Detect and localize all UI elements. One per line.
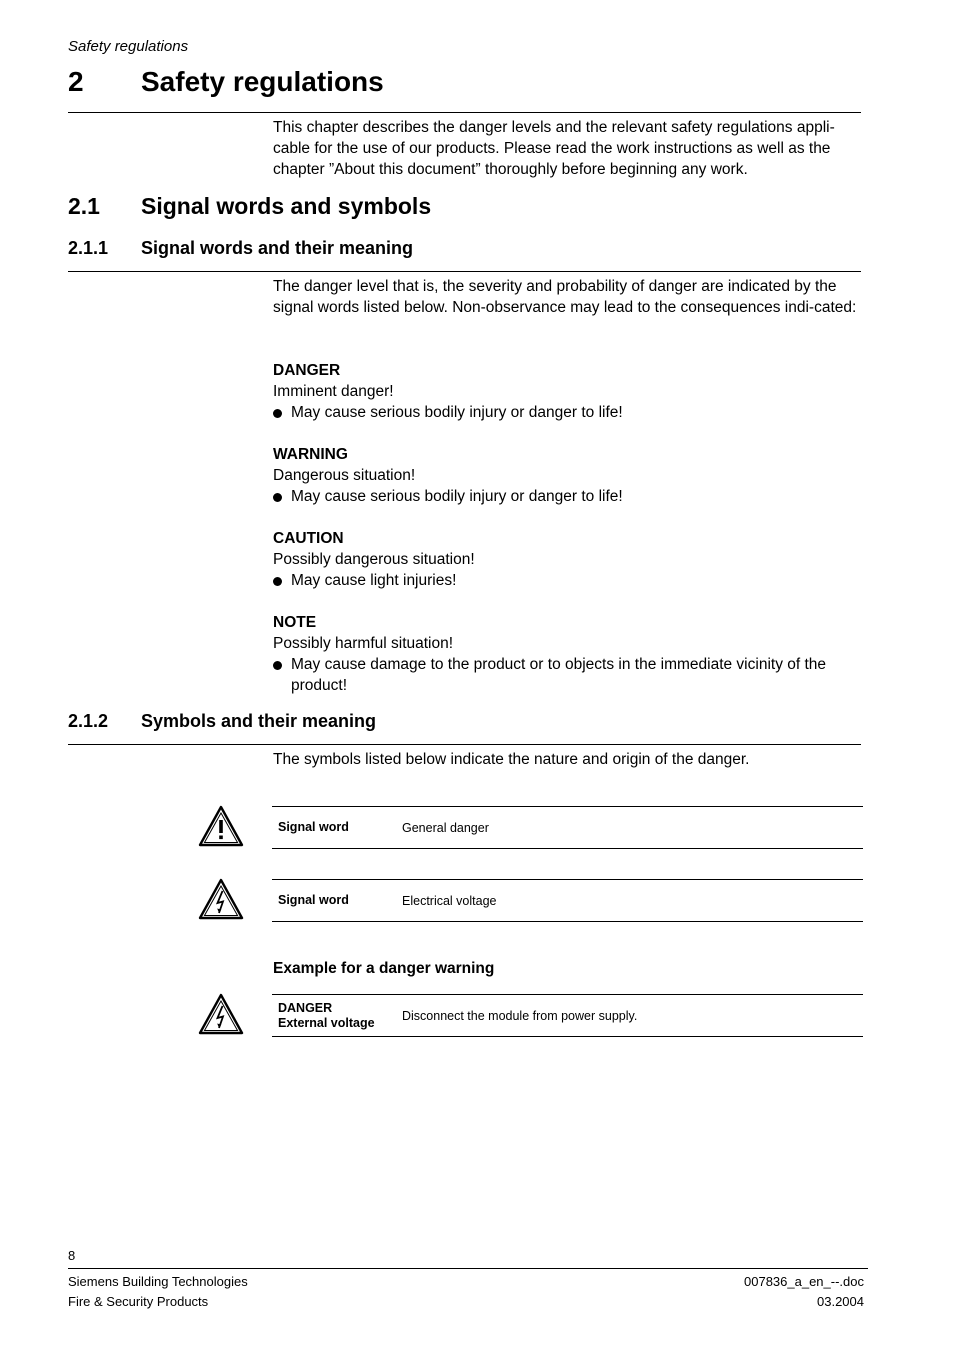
running-header: Safety regulations [68,38,189,55]
symbol-label: Signal word [278,820,349,834]
general-danger-icon [197,805,245,847]
example-instruction: Disconnect the module from power supply. [402,1008,638,1023]
chapter-title: Safety regulations [141,66,384,97]
footer-left [68,1272,248,1312]
footer-rule [68,1268,868,1269]
symbols-intro-text: The symbols listed below indicate the nature and origin of the danger. [273,751,750,768]
symbol-meaning: General danger [402,820,489,835]
section-2-1-2-rule [68,744,861,745]
chapter-rule [68,112,861,113]
signal-word-consequence [273,402,863,423]
signal-word-label: NOTE [273,614,317,631]
example-signal-subject: External voltage [278,1015,375,1030]
bullet-icon [273,493,282,502]
signal-words-intro [273,276,863,318]
signal-word-meaning: Imminent danger! [273,383,394,400]
signal-word-label: WARNING [273,446,348,463]
signal-word-label: DANGER [273,362,341,379]
footer-document: 007836_a_en_--.doc [744,1274,864,1289]
electrical-voltage-icon [197,993,245,1035]
signal-word-consequence [273,570,863,591]
example-signal [278,995,375,1036]
example-signal-word: DANGER [278,1000,333,1015]
symbol-label: Signal word [278,893,349,907]
signal-word-consequence [273,486,863,507]
example-heading: Example for a danger warning [273,960,495,977]
signal-word-note [273,612,863,696]
section-2-1-1-title: Signal words and their meaning [141,238,414,258]
section-2-1-1-rule [68,271,861,272]
bullet-icon [273,661,282,670]
bullet-icon [273,577,282,586]
symbol-meaning: Electrical voltage [402,893,497,908]
signal-word-caution [273,528,863,591]
section-2-1-2-title: Symbols and their meaning [141,711,377,731]
section-2-1-2-number: 2.1.2 [68,711,109,731]
signal-words-intro-text: The danger level that is, the severity and probability of danger are indicated by the signal words listed below. Non-observance may lead to the consequences indi-cated: [273,278,857,316]
signal-word-meaning: Possibly dangerous situation! [273,551,475,568]
section-2-1-1-number: 2.1.1 [68,238,109,258]
consequence-text: May cause serious bodily injury or danger to life! [291,488,623,505]
chapter-intro [273,117,863,180]
signal-word-consequence [273,654,863,696]
electrical-voltage-icon [197,878,245,920]
signal-word-meaning: Possibly harmful situation! [273,635,454,652]
signal-word-label: CAUTION [273,530,344,547]
page-number: 8 [68,1248,76,1263]
section-2-1-title: Signal words and symbols [141,193,432,219]
example-danger-warning [272,994,863,1037]
consequence-text: May cause light injuries! [291,572,457,589]
symbol-row-electrical-voltage [272,879,863,922]
signal-word-meaning: Dangerous situation! [273,467,416,484]
signal-word-warning [273,444,863,507]
symbol-row-general-danger [272,806,863,849]
footer-right [744,1272,864,1312]
footer-company: Siemens Building Technologies [68,1274,248,1289]
chapter-intro-text: This chapter describes the danger levels and the relevant safety regulations appli-cable for the use of our products. Please read the work instructions as well as the chapter ”About this document” thoroughly before beginning any work. [273,119,835,178]
footer-date: 03.2004 [817,1294,864,1309]
consequence-text: May cause serious bodily injury or danger to life! [291,404,623,421]
signal-word-danger [273,360,863,423]
symbols-intro [273,749,863,770]
section-2-1-number: 2.1 [68,193,100,219]
footer-division: Fire & Security Products [68,1294,209,1309]
bullet-icon [273,409,282,418]
consequence-text: May cause damage to the product or to objects in the immediate vicinity of the product! [291,656,827,694]
chapter-number: 2 [68,66,84,97]
